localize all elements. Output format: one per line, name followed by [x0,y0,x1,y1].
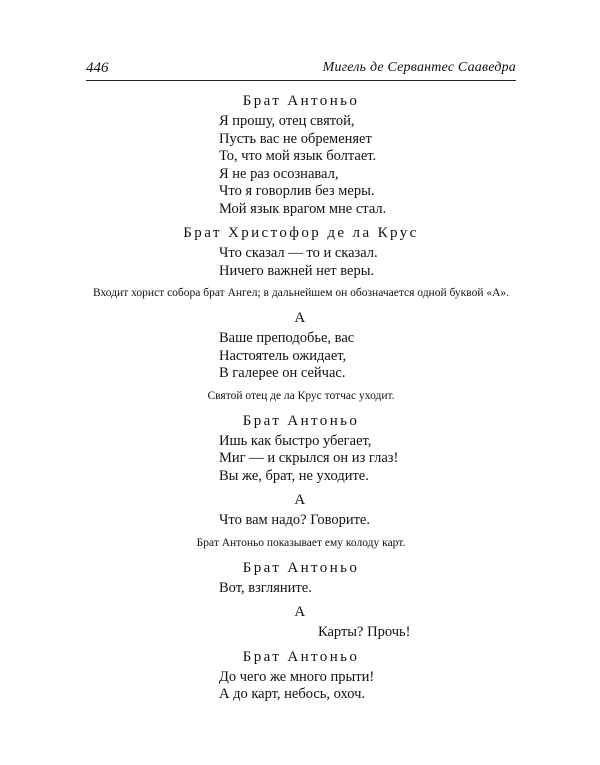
page-number: 446 [86,60,109,76]
stage-direction: Входит хорист собора брат Ангел; в дальнейшем он обозначается одной буквой «А». [92,287,510,299]
dialogue-block [86,559,516,598]
verse-line: Настоятель ожидает, [219,347,347,364]
verse-line: Я не раз осознавал, [219,165,339,182]
speaker-name: Брат Антоньо [242,412,360,429]
speaker-name: А [294,604,308,620]
page-header [86,60,516,84]
verse-line: Вы же, брат, не уходите. [219,467,369,484]
verse-line: Ничего важней нет веры. [219,262,375,279]
verse-line: Вот, взгляните. [219,579,312,596]
verse-line: Ваше преподобье, вас [219,330,355,346]
speaker-name: А [294,310,308,326]
verse-line: Карты? Прочь! [318,624,411,640]
dialogue-block [86,224,516,280]
verse-line: Что я говорлив без меры. [219,183,375,199]
play-text [86,92,516,710]
verse-line: До чего же много прыти! [219,668,375,685]
verse-line: Я прошу, отец святой, [219,113,355,129]
dialogue-block [86,491,516,530]
speaker-name: Брат Антоньо [242,559,360,576]
running-head: Мигель де Сервантес Сааведра [322,60,516,75]
header-rule [86,80,516,81]
stage-direction: Брат Антоньо показывает ему колоду карт. [196,536,406,549]
verse-line: Что вам надо? Говорите. [219,512,370,528]
dialogue-block [86,603,516,642]
verse-line: А до карт, небось, охоч. [219,686,366,702]
speaker-name: Брат Антоньо [242,93,360,109]
speaker-name: Брат Антоньо [242,648,360,665]
verse-line: Пусть вас не обременяет [219,130,372,147]
dialogue-block [86,648,516,704]
dialogue-block [86,92,516,218]
verse-line: Что сказал — то и сказал. [219,245,378,261]
verse-line: Мой язык врагом мне стал. [219,200,387,217]
dialogue-block [86,412,516,486]
verse-line: Миг — и скрылся он из глаз! [219,450,399,466]
verse-line: В галерее он сейчас. [219,365,346,381]
dialogue-block [86,309,516,383]
speaker-name: А [294,492,308,508]
verse-line: То, что мой язык болтает. [219,148,377,164]
verse-line: Ишь как быстро убегает, [219,432,372,449]
speaker-name: Брат Христофор де ла Крус [183,225,419,241]
stage-direction: Святой отец де ла Крус тотчас уходит. [207,389,395,402]
